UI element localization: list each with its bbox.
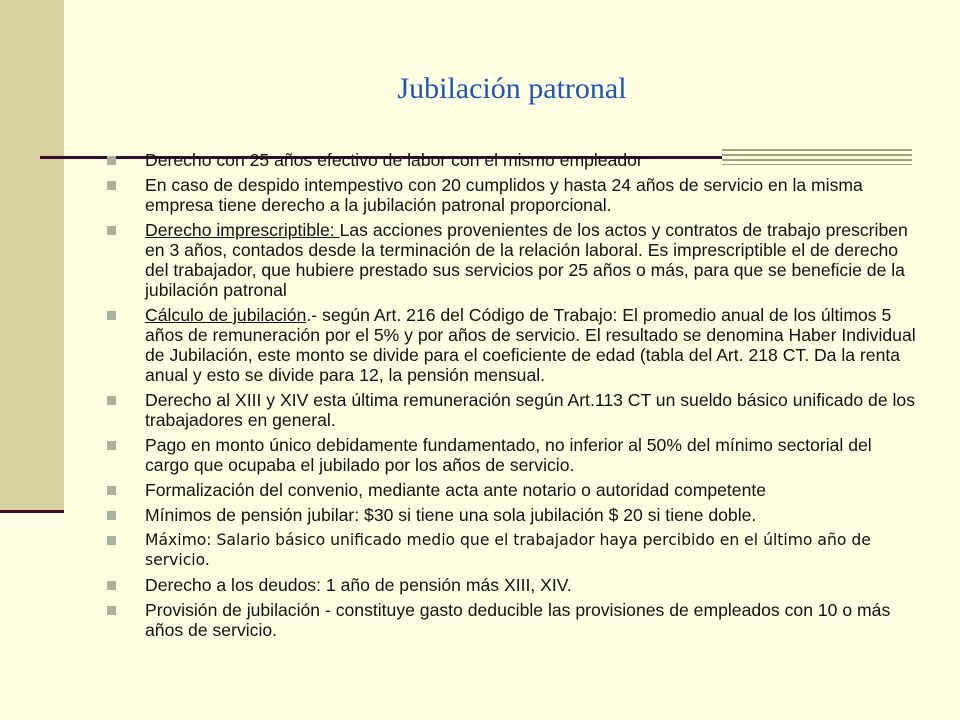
item-lead-underlined: Derecho imprescriptible: xyxy=(145,220,340,240)
bullet-item-7: Formalización del convenio, mediante acta ante notario o autoridad competente xyxy=(104,480,916,500)
square-bullet-icon xyxy=(107,581,116,590)
square-bullet-icon xyxy=(107,156,116,165)
square-bullet-icon xyxy=(107,441,116,450)
bullet-item-2: En caso de despido intempestivo con 20 cumplidos y hasta 24 años de servicio en la misma empresa tiene derecho a la jubilación patronal proporcional. xyxy=(104,175,916,215)
bullet-item-10: Derecho a los deudos: 1 año de pensión más XIII, XIV. xyxy=(104,575,916,595)
square-bullet-icon xyxy=(107,311,116,320)
square-bullet-icon xyxy=(107,396,116,405)
bullet-list xyxy=(104,150,916,645)
bullet-item-3: Derecho imprescriptible: Las acciones provenientes de los actos y contratos de trabajo prescriben en 3 años, contados desde la terminación de la relación laboral. Es imprescriptible el de derecho del trabajador, que hubiere prestado sus servicios por 25 años o más, para que se beneficie de la jubilación patronal xyxy=(104,220,916,300)
bullet-item-4: Cálculo de jubilación.- según Art. 216 del Código de Trabajo: El promedio anual de los últimos 5 años de remuneración por el 5% y por años de servicio. El resultado se denomina Haber Individual de Jubilación, este monto se divide para el coeficiente de edad (tabla del Art. 218 CT. Da la renta anual y esto se divide para 12, la pensión mensual. xyxy=(104,305,916,385)
square-bullet-icon xyxy=(107,606,116,615)
left-decorative-band xyxy=(0,0,64,512)
left-band-rule xyxy=(0,510,64,513)
item-lead-underlined: Cálculo de jubilación xyxy=(145,305,307,325)
bullet-item-8: Mínimos de pensión jubilar: $30 si tiene una sola jubilación $ 20 si tiene doble. xyxy=(104,505,916,525)
square-bullet-icon xyxy=(107,181,116,190)
square-bullet-icon xyxy=(107,536,116,545)
square-bullet-icon xyxy=(107,511,116,520)
square-bullet-icon xyxy=(107,486,116,495)
bullet-item-11: Provisión de jubilación - constituye gasto deducible las provisiones de empleados con 10 o más años de servicio. xyxy=(104,600,916,640)
square-bullet-icon xyxy=(107,226,116,235)
bullet-item-9: Máximo: Salario básico unificado medio que el trabajador haya percibido en el último año de servicio. xyxy=(104,530,916,570)
bullet-item-1: Derecho con 25 años efectivo de labor con el mismo empleador xyxy=(104,150,916,170)
slide-title: Jubilación patronal xyxy=(397,72,627,105)
bullet-item-5: Derecho al XIII y XIV esta última remuneración según Art.113 CT un sueldo básico unificado de los trabajadores en general. xyxy=(104,390,916,430)
bullet-item-6: Pago en monto único debidamente fundamentado, no inferior al 50% del mínimo sectorial del cargo que ocupaba el jubilado por los años de servicio. xyxy=(104,435,916,475)
